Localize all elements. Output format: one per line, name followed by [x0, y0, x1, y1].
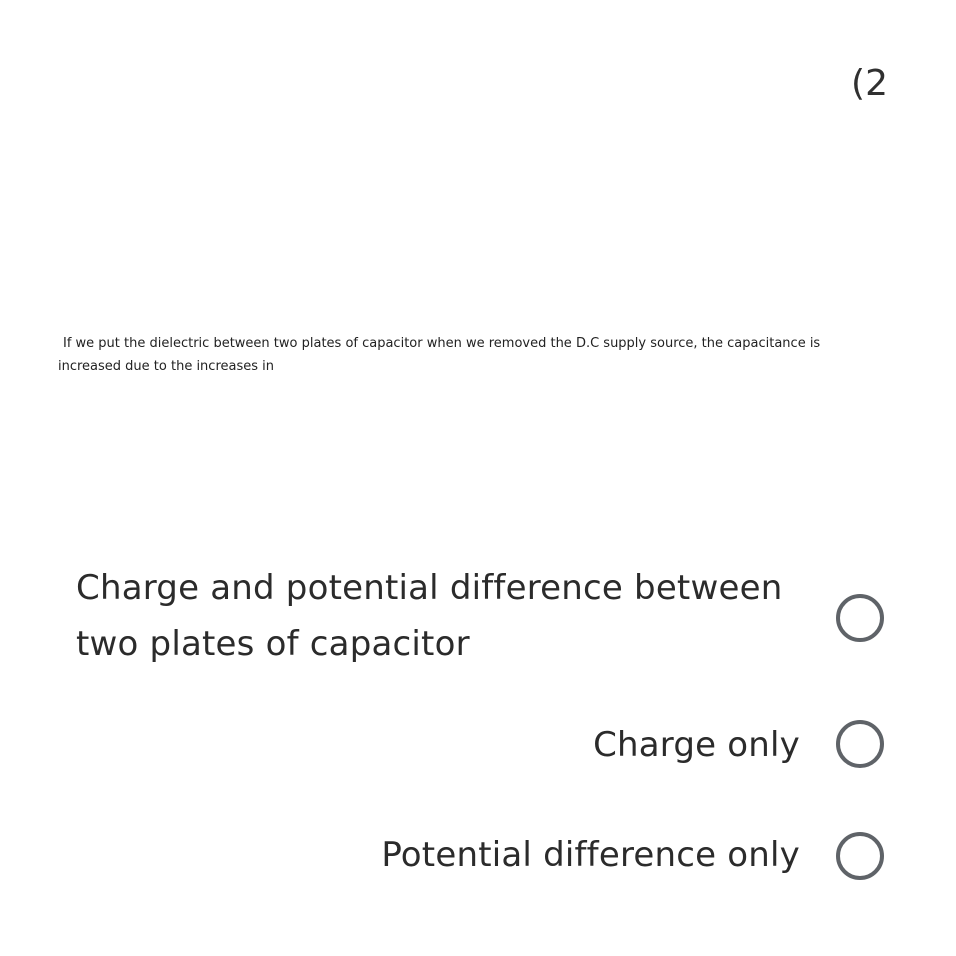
option-charge-and-potential-difference[interactable] [76, 560, 816, 672]
option-label: Charge only [593, 725, 800, 765]
radio-unchecked-icon[interactable] [836, 594, 884, 642]
question-number: (2 [851, 63, 888, 104]
option-label: Potential difference only [381, 835, 800, 875]
option-potential-difference-only[interactable] [381, 830, 800, 880]
option-label: Charge and potential difference between [76, 568, 783, 608]
radio-unchecked-icon[interactable] [836, 832, 884, 880]
question-text [58, 332, 878, 378]
question-text-line-2: increased due to the increases in [58, 359, 274, 374]
question-text-line-1: If we put the dielectric between two plates of capacitor when we removed the D.C supply source, the capacitance is [63, 336, 821, 351]
option-label: two plates of capacitor [76, 624, 470, 664]
radio-unchecked-icon[interactable] [836, 720, 884, 768]
option-charge-only[interactable] [593, 720, 800, 770]
